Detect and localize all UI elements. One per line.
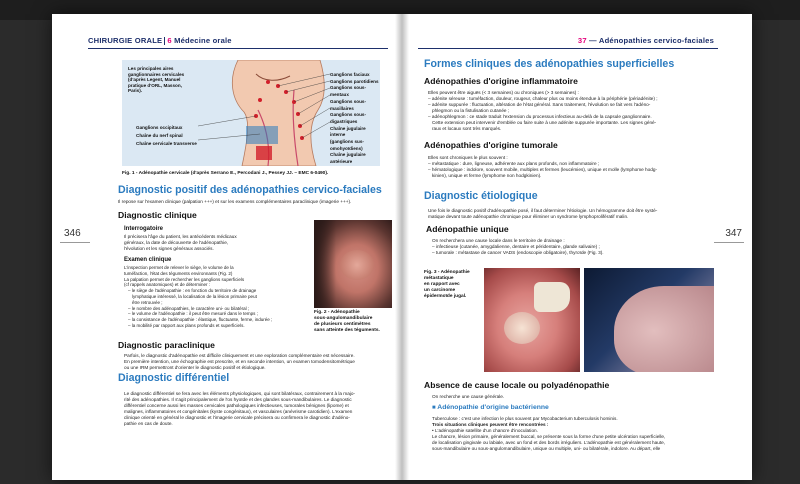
text-line: Le chancre, lésion primaire, généralement buccal, se présente sous la forme d'une petite ulcération superficielle, — [432, 434, 666, 439]
text-line: – tumorale : métastase de cancer VADS (endoscopie obligatoire), thyroïde (Fig. 3). — [432, 250, 604, 255]
text-line: – hématologique : indolore, souvent mobile, multiples et fermes (leucémies), unique et molle (lymphome hodg- — [428, 167, 658, 172]
label-parotidiens: Ganglions parotidiens — [330, 78, 379, 84]
section-title-diagnostic-positif: Diagnostic positif des adénopathies cervico-faciales — [118, 184, 382, 196]
text-line: – le siège de l'adénopathie : en fonction du territoire de drainage — [128, 288, 257, 294]
text-line: Le diagnostic différentiel se fera avec les éléments physiologiques, qui sont bilatéraux, contrairement à la majo- — [124, 391, 356, 396]
text-line: L'inspection permet de relever le siège, le volume de la — [124, 265, 234, 270]
caption-line: métastatique — [424, 276, 454, 281]
chapter-number: 37 — [577, 36, 587, 45]
subsection-tumorale: Adénopathies d'origine tumorale — [424, 140, 558, 150]
caption-line: Fig. 2 - Adénopathie — [314, 310, 360, 315]
page-number-right: 347 — [725, 228, 742, 239]
header-rule — [88, 48, 388, 49]
interrogatoire-text — [124, 234, 304, 252]
label-occipitaux: Ganglions occipitaux — [136, 125, 183, 130]
text-line: Elles peuvent être aiguës (< 3 semaines) ou chroniques (> 3 semaines) : — [428, 90, 579, 95]
swelling — [340, 250, 374, 280]
etiologique-text — [428, 208, 718, 220]
running-head-right: 37 — Adénopathies cervico-faciales — [577, 36, 714, 45]
heading-text: Adénopathie d'origine bactérienne — [437, 404, 549, 411]
left-page — [52, 14, 398, 480]
text-line: clinique orienté en général le diagnostic et l'imagerie cervicale précisera ou confirmera le diagnostic d'adéno- — [124, 415, 350, 420]
text-line: rité des adénopathies. Il s'agit principalement de l'os hyoïde et des glandes sous-mandibulaires. Le diagnostic — [124, 397, 352, 402]
text-line: Une fois le diagnostic positif d'adénopathie posé, il faut déterminer l'étiologie. Un hémogramme doit être systé- — [428, 208, 658, 213]
label-sous-digastriques: Ganglions sous-digastriques — [330, 112, 366, 124]
caption-line: sous-angulomandibulaire — [314, 316, 373, 321]
shadow — [314, 220, 336, 308]
section-title-diagnostic-etiologique: Diagnostic étiologique — [424, 190, 538, 202]
label-transverse: Chaîne cervicale transverse — [136, 141, 197, 146]
bullet-square-icon: ■ — [432, 405, 438, 411]
subsection-inflammatoire: Adénopathies d'origine inflammatoire — [424, 76, 578, 86]
text-line: – le volume de l'adénopathie : il peut être mesuré dans le temps ; — [128, 311, 258, 317]
text-line: (cf rappels anatomiques) et de déterminer : — [124, 282, 211, 288]
tumorale-text — [428, 155, 718, 179]
text-line: – la consistance de l'adénopathie : élastique, fluctuante, ferme, indurée ; — [128, 317, 273, 323]
label-jugulaire-anterieure: Chaîne jugulaire antérieure — [330, 152, 366, 165]
caption-line: Fig. 3 - Adénopathie — [424, 270, 470, 275]
subsection-diagnostic-clinique: Diagnostic clinique — [118, 210, 197, 220]
text-line: Parfois, le diagnostic d'adénopathie est difficile cliniquement et une exploration complémentaire est nécessaire. — [124, 353, 355, 358]
header-rule — [418, 48, 718, 49]
figure-1-caption — [122, 171, 392, 177]
text-line: – métastatique : dure, ligneuse, adhérente aux plans profonds, non inflammatoire ; — [428, 161, 600, 166]
divider — [164, 37, 165, 45]
text-line: Elles sont chroniques le plus souvent : — [428, 155, 508, 160]
caption-line: en rapport avec — [424, 282, 460, 287]
text-line: La palpation permet de rechercher les ganglions superficiels — [124, 276, 245, 282]
label-spinal: Chaîne du nerf spinal — [136, 133, 183, 138]
label-faciaux: Ganglions faciaux — [330, 72, 370, 77]
heading-origine-bacterienne — [432, 404, 549, 411]
examen-text — [124, 265, 309, 329]
section-title: Médecine orale — [174, 36, 232, 45]
text-line: Tuberculose : c'est une infection le plus souvent par Mycobacterium tuberculosis hominis. — [432, 416, 618, 421]
lymph-region — [256, 146, 272, 160]
text-line: – la mobilité par rapport aux plans profonds et superficiels. — [128, 322, 245, 328]
text-line: – adénophlegmon : ce stade traduit l'extension du processus infectieux au-delà de la capsule ganglionnaire. — [428, 114, 652, 119]
teeth — [534, 282, 570, 312]
heading-examen-clinique: Examen clinique — [124, 257, 172, 263]
text-line: • L'adénopathie satellite d'un chancre d'inoculation. — [432, 428, 538, 433]
text-line: – le nombre des adénopathies, le caractère uni- ou bilatéral ; — [128, 305, 250, 311]
label-jugulaire-interne: Chaîne jugulaire interne — [330, 125, 366, 138]
section-title-diagnostic-differentiel: Diagnostic différentiel — [118, 372, 230, 384]
figure-2-caption — [314, 310, 398, 334]
label-sous-mentaux: Ganglions sous-mentaux — [330, 85, 366, 98]
figure-1-neck-diagram — [122, 60, 380, 166]
legend-line: pratique d'ORL, Masson, — [128, 82, 182, 88]
differentiel-text — [124, 391, 394, 427]
lesion — [504, 312, 540, 344]
adenopathie-unique-text — [432, 238, 722, 256]
label-sus-omohyoidiens: (ganglions sus-omohyoïdiens) — [330, 139, 364, 151]
text-line: phlegmon ou la fistulisation cutanée ; — [432, 108, 510, 113]
chapter-title: CHIRURGIE ORALE — [88, 36, 163, 45]
text-line: En première intention, une échographie est prescrite, et en seconde intention, un examen tomodensitométrique — [124, 359, 355, 364]
text-line: – adénite suppurée : fluctuation, altération de l'état général. Sans traitement, l'évolution se fait vers l'adéno- — [428, 102, 651, 107]
text-line: pathie en cas de doute. — [124, 421, 173, 426]
figure-1-legend — [128, 66, 198, 94]
section-title-formes-cliniques: Formes cliniques des adénopathies superficielles — [424, 58, 675, 70]
right-page — [404, 14, 752, 480]
inflammatoire-text — [428, 90, 718, 132]
text-line: l'évolution et les signes généraux associés. — [124, 246, 214, 251]
text-line: tuméfaction, l'état des téguments environnants (Fig. 2) — [124, 270, 233, 276]
node — [258, 98, 262, 102]
absence-text: On recherche une cause générale. — [432, 394, 505, 399]
figure-3-caption — [424, 270, 484, 300]
label-sous-maxillaires: Ganglions sous-maxillaires — [330, 98, 366, 111]
text-line: lymphatique intéressé, la localisation de la lésion primaire peut — [132, 293, 257, 299]
text-line: ou une IRM permettront d'orienter le diagnostic positif et étiologique. — [124, 365, 266, 370]
running-head-left — [88, 36, 232, 45]
figure-2-photo — [314, 220, 392, 308]
text-line: différentiel concerne aussi les masses cervicales pathologiques infectieuses, tumorales bénignes (lipome) et — [124, 403, 349, 408]
chapter-title: Adénopathies cervico-faciales — [598, 36, 714, 45]
chapter-number: 6 — [167, 36, 172, 45]
text-line: Cette extension peut intervenir d'emblée ou faire suite à une adénite suppurée importante. Les signes géné- — [432, 120, 657, 125]
caption-line: un carcinome — [424, 288, 456, 293]
subsection-diagnostic-paraclinique: Diagnostic paraclinique — [118, 340, 215, 350]
figure-1-left-labels — [136, 124, 197, 148]
text-line: de localisation gingivale ou labiale, avec un fond et des bords irréguliers. L'adénopathie est généralement haute, — [432, 440, 666, 445]
head-neck-shape — [232, 60, 324, 166]
text-line: – adénite séreuse : tuméfaction, douleur, rougeur, chaleur plus ou moins étendue à la périphérie (périadénite) ; — [428, 96, 658, 101]
section-intro: Il repose sur l'examen clinique (palpation +++) et sur les examens complémentaires paraclinique (imagerie +++). — [118, 199, 352, 204]
legend-line: ganglionnaires cervicales — [128, 71, 185, 77]
neck-skin — [614, 286, 714, 372]
subsection-adenopathie-unique: Adénopathie unique — [426, 224, 509, 234]
text-line: généraux, la date de découverte de l'adénopathie, — [124, 240, 229, 245]
figure-1-right-labels — [330, 72, 380, 166]
neck-illustration — [198, 60, 332, 166]
caption-line: épidermoïde jugal. — [424, 294, 467, 299]
text-line: Trois situations cliniques peuvent être rencontrées : — [432, 422, 549, 427]
text-line: kinien), unique et ferme (lymphome non hodgkinien). — [432, 173, 542, 178]
legend-line: Les principales aires — [128, 66, 174, 71]
page-number-left: 346 — [64, 228, 81, 239]
legend-line: Paris). — [128, 88, 143, 94]
subsection-absence-cause-locale: Absence de cause locale ou polyadénopathie — [424, 380, 610, 390]
text-line: malignes, inflammatoires et congénitales (kyste congénitaux), et vasculaires (anévrisme carotidien). L'examen — [124, 409, 353, 414]
paraclinique-text — [124, 353, 394, 371]
figure-3-photo-mouth — [484, 268, 580, 372]
text-line: Il précisera l'âge du patient, les antécédents médicaux — [124, 234, 237, 239]
node — [266, 80, 270, 84]
text-line: sous-mandibulaire ou sous-angulomandibulaire, unique ou multiple, uni- ou bilatérale, indolore. Au départ, elle — [432, 446, 661, 451]
bacterienne-text — [432, 416, 732, 452]
figure-3-photo-neck — [584, 268, 714, 372]
caption-bold: Fig. 1 - Adénopathie cervicale (d'après Serrano E., Percodani J., Pessey JJ. – EMC 6-0490). — [122, 171, 329, 176]
text-line: On recherchera une cause locale dans le territoire de drainage : — [432, 238, 565, 243]
text-line: être retrouvée ; — [132, 299, 163, 305]
text-line: raux et locaux sont très marqués. — [432, 126, 502, 131]
page-number-rule — [60, 242, 90, 243]
heading-interrogatoire: Interrogatoire — [124, 226, 164, 232]
caption-line: sans atteinte des téguments. — [314, 328, 380, 333]
caption-line: de plusieurs centimètres — [314, 322, 371, 327]
legend-line: (d'après Legent, Manuel — [128, 77, 181, 83]
text-line: matique devant toute adénopathie chronique pour éliminer un syndrome lymphoprolifératif malin. — [428, 214, 629, 219]
text-line: – infectieuse (cutanée, amygdalienne, dentaire et péridentaire, glande salivaire) ; — [432, 244, 600, 249]
